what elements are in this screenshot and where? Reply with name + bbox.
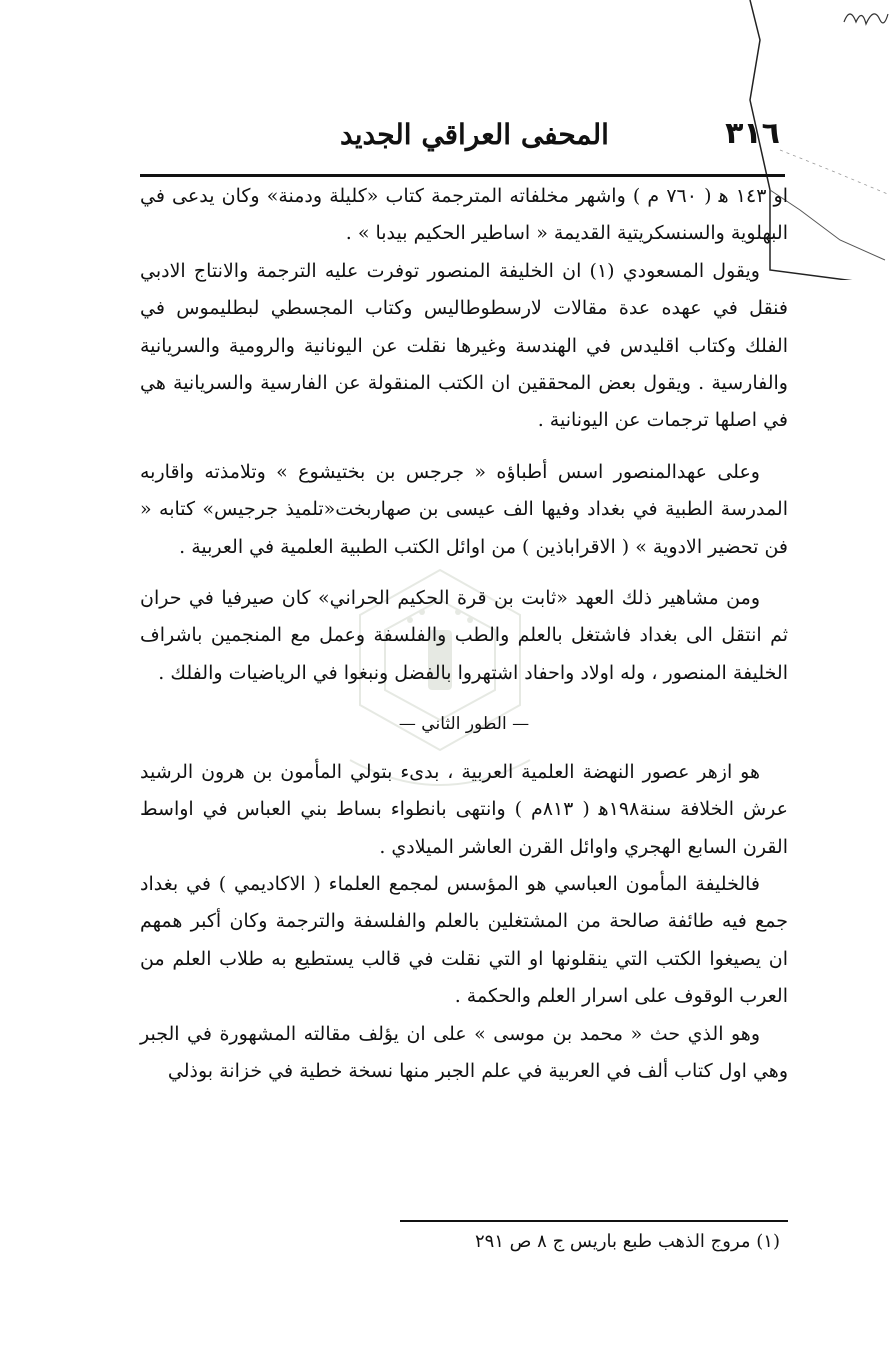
footnote: (١) مروج الذهب طبع باريس ج ٨ ص ٢٩١ [474, 1231, 780, 1252]
footnote-rule [400, 1220, 788, 1222]
page-header [140, 112, 780, 162]
paragraph: وعلى عهدالمنصور اسس أطباؤه « جرجس بن بختيشوع » وتلامذته واقاربه المدرسة الطبية في بغداد وفيها الف عيسى بن صهاربخت«تلميذ جرجيس» كتابه « فن تحضير الادوية » ( الاقراباذين ) من اوائل الكتب الطبية العلمية في العربية . [140, 460, 788, 558]
paragraph: ويقول المسعودي (١) ان الخليفة المنصور توفرت عليه الترجمة والانتاج الادبي فنقل في عهده عدة مقالات لارسطوطاليس وكتاب المجسطي لبطليموس في الفلك وكتاب اقليدس في الهندسة وغيرها نقلت عن اليونانية والرومية والسريانية والفارسية . ويقول بعض المحققين ان الكتب المنقولة عن الفارسية والسريانية هي في اصلها ترجمات عن اليونانية . [140, 259, 788, 432]
page-number: ٣١٦ [725, 116, 780, 151]
margin-scribble [840, 0, 892, 30]
paragraph: او ١٤٣ ﻫ ( ٧٦٠ م ) واشهر مخلفاته المترجمة كتاب «كليلة ودمنة» وكان يدعى في البهلوية والسنسكريتية القديمة « اساطير الحكيم بيدبا » . [140, 185, 788, 245]
section-heading: — الطور الثاني — [398, 714, 530, 735]
paragraph: هو ازهر عصور النهضة العلمية العربية ، بدىء بتولي المأمون بن هرون الرشيد عرش الخلافة سنة١٩٨ﻫ ( ٨١٣م ) وانتهى بانطواء بساط بني العباس في اواسط القرن السابع الهجري واوائل القرن العاشر الميلادي . [140, 760, 788, 858]
header-rule [140, 174, 785, 177]
body-text [140, 178, 788, 1090]
running-title: المحفى العراقي الجديد [340, 118, 609, 151]
paragraph: فالخليفة المأمون العباسي هو المؤسس لمجمع العلماء ( الاكاديمي ) في بغداد جمع فيه طائفة صالحة من المشتغلين بالعلم والفلسفة والترجمة وكان أكبر همهم ان يصيغوا الكتب التي ينقلونها او التي نقلت في قالب يستطيع به طلاب العلم من العرب الوقوف على اسرار العلم والحكمة . [140, 872, 788, 1008]
paragraph: وهو الذي حث « محمد بن موسى » على ان يؤلف مقالته المشهورة في الجبر وهي اول كتاب ألف في العربية في علم الجبر منها نسخة خطية في خزانة بوذلي [140, 1022, 788, 1082]
paragraph: ومن مشاهير ذلك العهد «ثابت بن قرة الحكيم الحراني» كان صيرفيا في حران ثم انتقل الى بغداد فاشتغل بالعلم والطب والفلسفة وعمل مع المنجمين باشراف الخليفة المنصور ، وله اولاد واحفاد اشتهروا بالفضل ونبغوا في الرياضيات والفلك . [140, 587, 788, 684]
